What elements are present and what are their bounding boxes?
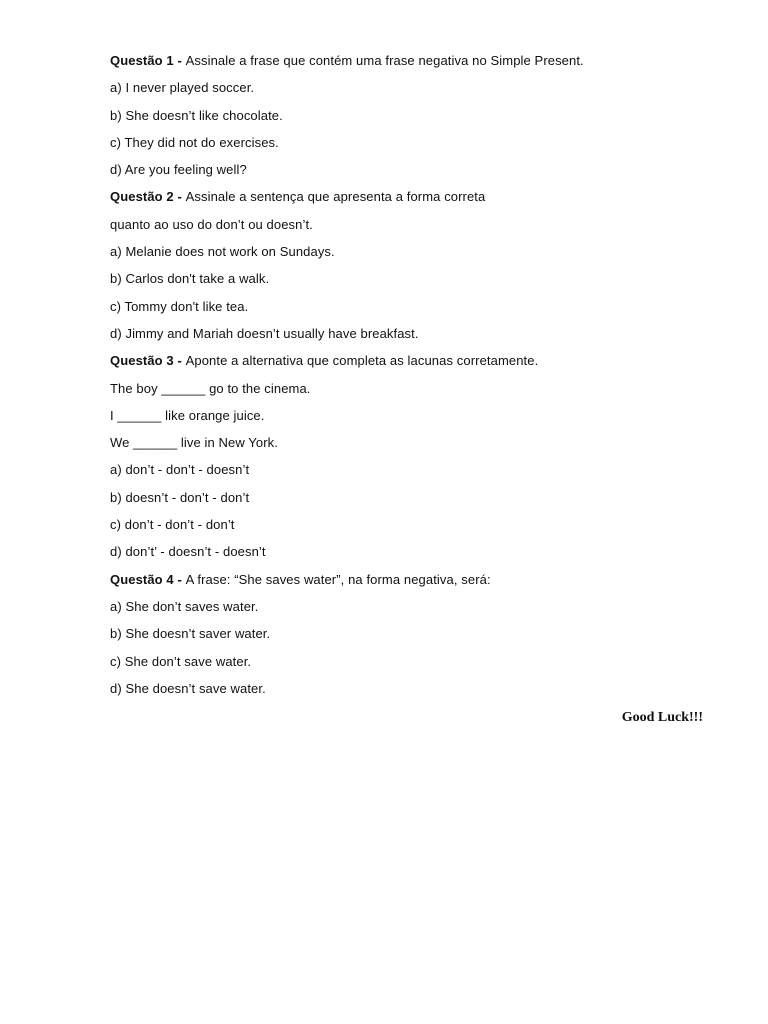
question-1-option-d: d) Are you feeling well? — [110, 162, 247, 178]
question-3-sentence-2: I ______ like orange juice. — [110, 407, 265, 423]
question-4-heading — [110, 570, 710, 597]
question-2-option-c: c) Tommy don't like tea. — [110, 298, 249, 314]
question-3-option-c: c) don’t - don’t - don’t — [110, 517, 235, 533]
question-2-option-d: d) Jimmy and Mariah doesn’t usually have breakfast. — [110, 325, 419, 341]
question-1-label: Questão 1 - — [110, 53, 186, 68]
question-3-option-d: d) don’t’ - doesn’t - doesn’t — [110, 544, 266, 560]
question-1-heading — [110, 51, 710, 78]
question-2-option-a: a) Melanie does not work on Sundays. — [110, 244, 335, 260]
question-3-sentence-1: The boy ______ go to the cinema. — [110, 380, 311, 396]
question-1-option-a: a) I never played soccer. — [110, 80, 255, 96]
question-3-label: Questão 3 - — [110, 353, 186, 369]
question-3-option-b: b) doesn’t - don’t - don’t — [110, 489, 250, 505]
question-1-option-c: c) They did not do exercises. — [110, 134, 279, 150]
question-2-label: Questão 2 - — [110, 189, 186, 205]
question-3-sentence-3: We ______ live in New York. — [110, 435, 278, 451]
question-4-option-d: d) She doesn’t save water. — [110, 680, 266, 696]
question-2-prompt: Assinale a sentença que apresenta a forma correta — [185, 189, 486, 205]
good-luck-footer: Good Luck!!! — [621, 710, 703, 725]
question-2-heading — [110, 187, 710, 214]
question-2-option-b: b) Carlos don't take a walk. — [110, 271, 270, 287]
question-3-heading — [110, 351, 710, 378]
question-4-prompt: A frase: “She saves water”, na forma negativa, será: — [185, 571, 491, 587]
question-4-option-c: c) She don’t save water. — [110, 653, 252, 669]
worksheet-content — [110, 51, 710, 706]
question-4-label: Questão 4 - — [110, 571, 186, 587]
question-4-option-a: a) She don’t saves water. — [110, 598, 259, 614]
question-4-option-b: b) She doesn’t saver water. — [110, 626, 271, 642]
question-1-option-b: b) She doesn’t like chocolate. — [110, 107, 283, 123]
question-3-prompt: Aponte a alternativa que completa as lacunas corretamente. — [185, 353, 539, 369]
question-2-prompt-continued: quanto ao uso do don’t ou doesn’t. — [110, 216, 313, 232]
question-3-option-a: a) don’t - don’t - doesn’t — [110, 462, 250, 478]
question-1-prompt: Assinale a frase que contém uma frase negativa no Simple Present. — [185, 53, 584, 68]
